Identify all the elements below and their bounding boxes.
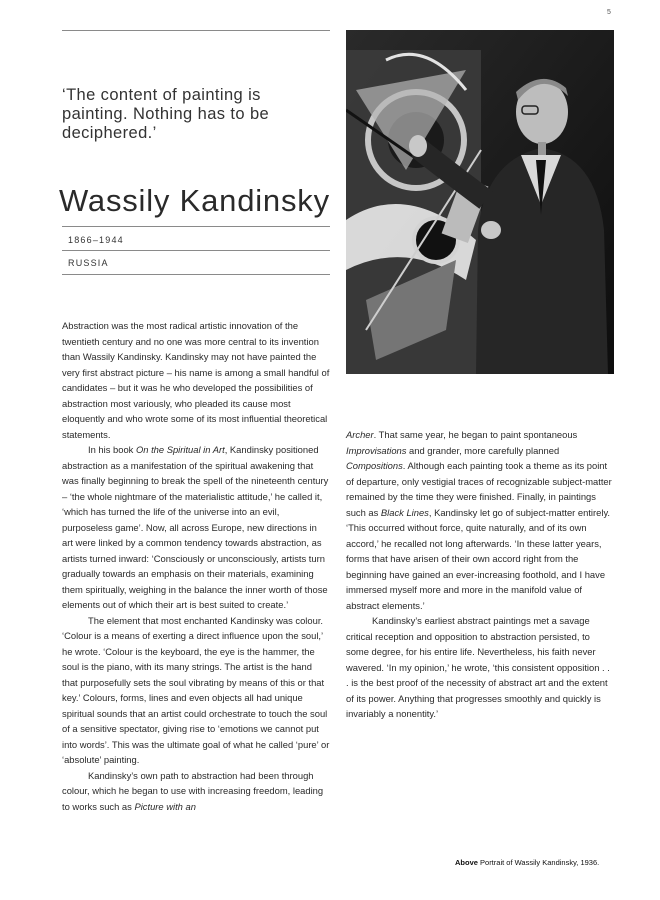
artist-name: Wassily Kandinsky — [59, 183, 330, 218]
photo-caption — [455, 858, 599, 867]
country-divider — [62, 274, 330, 275]
artist-country: RUSSIA — [68, 258, 109, 268]
paragraph — [62, 768, 330, 815]
caption-label: Above — [455, 858, 478, 867]
body-right-column — [346, 427, 614, 722]
portrait-photo-icon — [346, 30, 614, 374]
paragraph — [62, 442, 330, 613]
portrait-photo — [346, 30, 614, 374]
paragraph: The element that most enchanted Kandinsky was colour. ‘Colour is a means of exerting a direct influence upon the soul,’ he wrote. ‘Colour is the keyboard, the eye is the hammer, the soul is the piano, with its many strings. The artist is the hand that purposefully sets the soul vibrating by means of this or that key.’ Colours, forms, lines and even objects all had unique spiritual sounds that an artist could orchestrate to touch the soul of a sensitive spectator, giving rise to ‘emotions we cannot put into words’. This was the ultimate goal of what he called ‘pure’ or ‘absolute’ painting. — [62, 614, 330, 765]
paragraph-text: , Kandinsky let go of subject-matter entirely. ‘This occurred without force, quite naturally, and of its own accord,’ he recalled not long afterwards. ‘In these latter years, forms that have arisen of their own accord right from the beginning have gained an ever-increasing foothold, and I have immersed myself more and more in the manifold value of abstract elements.’ — [346, 506, 611, 611]
artwork-title: Compositions — [346, 460, 403, 471]
paragraph-text: In his book — [88, 444, 136, 455]
book-title: On the Spiritual in Art — [135, 444, 225, 455]
caption-text: Portrait of Wassily Kandinsky, 1936. — [480, 858, 600, 867]
body-left-column — [62, 318, 330, 814]
artist-dates: 1866–1944 — [68, 235, 124, 245]
pull-quote: ‘The content of painting is painting. Nothing has to be deciphered.’ — [62, 86, 270, 142]
paragraph: Abstraction was the most radical artistic innovation of the twentieth century and no one was more central to its invention than Wassily Kandinsky. Kandinsky may not have painted the very first abstract picture – his name is among a small handful of candidates – but it was he who developed the possibilities of abstraction most variously, who pleaded its cause most eloquently and who wrote some of its most influential theoretical statements. — [62, 320, 330, 440]
name-divider — [62, 226, 330, 227]
paragraph-text: Kandinsky’s own path to abstraction had been through colour, which he began to use with increasing freedom, leading to works such as — [62, 769, 324, 812]
paragraph-text: . Although each painting took a theme as its point of departure, only vestigial traces of recognizable subject-matter remained by the time they were finished. Finally, in paintings such as — [346, 460, 612, 518]
paragraph-text: and grander, more carefully planned — [406, 444, 560, 456]
top-divider — [62, 30, 330, 31]
artwork-title: Picture with an — [134, 800, 196, 812]
paragraph — [346, 427, 614, 613]
paragraph-text: , Kandinsky positioned abstraction as a manifestation of the spiritual awakening that was finally beginning to break the spell of the nineteenth century – ‘the whole nightmare of the materialistic attitude,’ he called it, ‘which has turned the life of the universe into an evil, purposeless game’. Now, all across Europe, new directions in art were linked by a common tendency towards abstraction, as artists turned inward: ‘Consciously or unconsciously, artists turn gradually towards an emphasis on their materials, examining them spiritually, weighing in the balance the inner worth of those elements out of which their art is best suited to create.’ — [62, 444, 329, 610]
artwork-title: Archer — [346, 429, 374, 440]
page-number: 5 — [607, 9, 611, 16]
artwork-title: Improvisations — [346, 444, 407, 456]
paragraph-text: . That same year, he began to paint spontaneous — [373, 429, 578, 440]
artwork-title: Black Lines — [380, 506, 429, 518]
paragraph: Kandinsky’s earliest abstract paintings met a savage critical reception and opposition to abstraction persisted, to some degree, for his entire life. Nevertheless, his faith never wavered. ‘In my opinion,’ he wrote, ‘this consistent opposition . . . is the best proof of the necessity of abstract art and the extent of its power. Anything that progresses smoothly and quickly is invariably a nonentity.’ — [346, 615, 610, 719]
dates-divider — [62, 250, 330, 251]
